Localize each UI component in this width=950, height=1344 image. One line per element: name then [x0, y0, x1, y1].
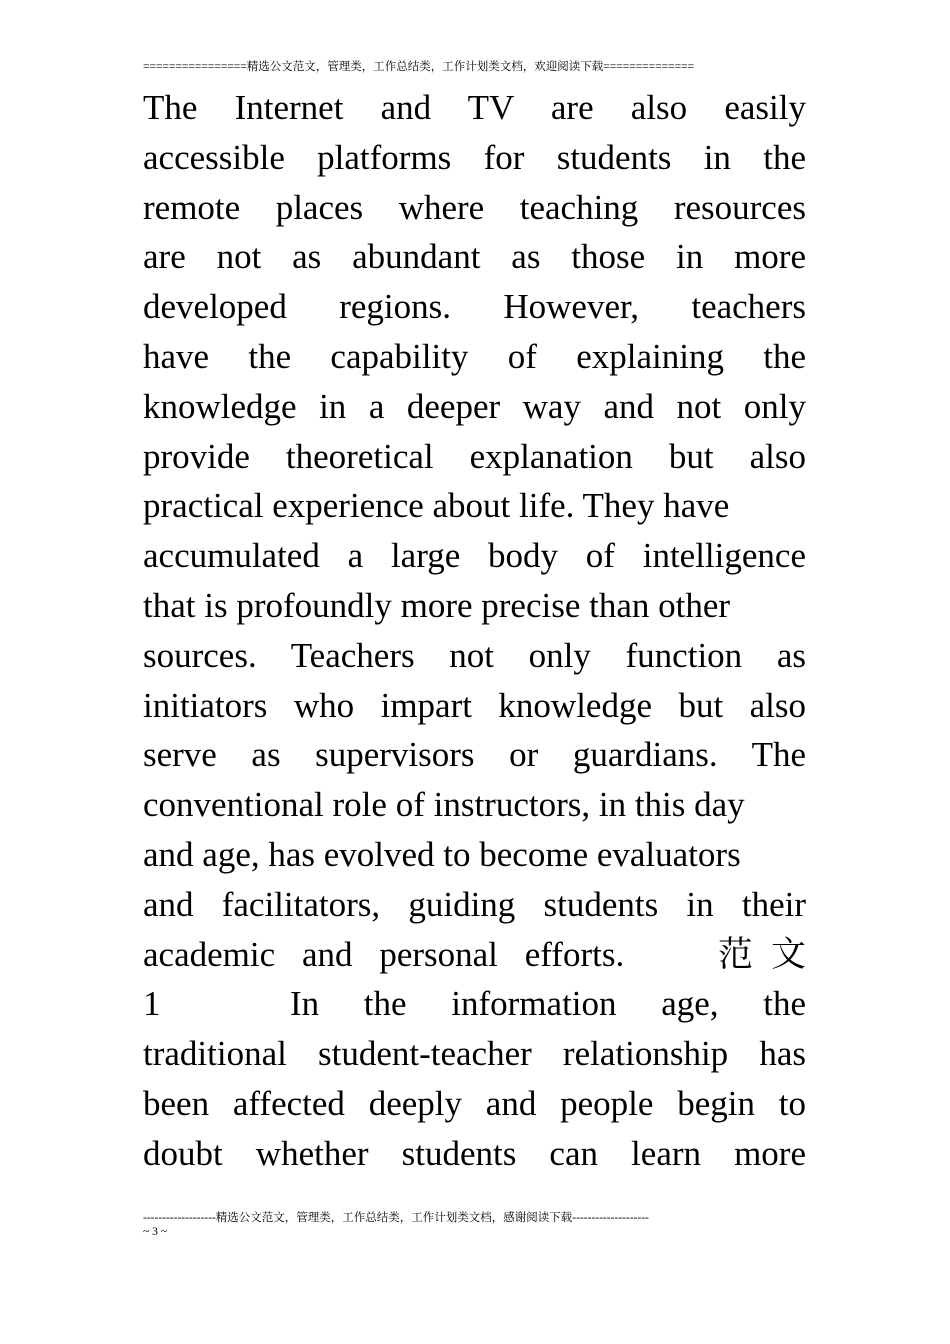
page-number: ~ 3 ~: [143, 1226, 167, 1238]
document-body: [143, 83, 806, 1179]
text-line: provide theoretical explanation but also: [143, 436, 806, 476]
text-line: accumulated a large body of intelligence: [143, 536, 806, 576]
text-line: have the capability of explaining the: [143, 336, 806, 376]
text-line: and facilitators, guiding students in their: [143, 884, 806, 924]
text-line: developed regions. However, teachers: [143, 287, 806, 327]
text-line: that is profoundly more precise than other: [143, 585, 731, 625]
text-line-with-heading: [143, 930, 806, 980]
text-line-with-number: [143, 979, 806, 1029]
text-line: doubt whether students can learn more: [143, 1133, 806, 1173]
text-line: knowledge in a deeper way and not only: [143, 386, 806, 426]
text-line: are not as abundant as those in more: [143, 237, 806, 277]
sample-heading: 范文: [717, 934, 806, 974]
text-line: remote places where teaching resources: [143, 187, 806, 227]
text-line: serve as supervisors or guardians. The: [143, 735, 806, 775]
text-line: been affected deeply and people begin to: [143, 1083, 806, 1123]
text-line: traditional student-teacher relationship has: [143, 1034, 806, 1074]
text-line: initiators who impart knowledge but also: [143, 685, 806, 725]
page-header: ================精选公文范文，管理类，工作总结类，工作计划类文档，欢迎阅读下载==============: [143, 61, 695, 73]
page-footer: -------------------精选公文范文，管理类，工作总结类，工作计划类文档，感谢阅读下载--------------------: [143, 1212, 649, 1224]
text-line: conventional role of instructors, in this day: [143, 785, 745, 825]
text-line: The Internet and TV are also easily: [143, 88, 806, 127]
text-line: accessible platforms for students in the: [143, 137, 806, 177]
text-line-segment: academic and personal efforts.: [143, 934, 625, 974]
sample-number: 1: [143, 984, 161, 1024]
text-line: sources. Teachers not only function as: [143, 635, 806, 675]
text-line: and age, has evolved to become evaluators: [143, 834, 741, 874]
text-line: practical experience about life. They have: [143, 486, 730, 526]
text-line-segment: In the information age, the: [289, 984, 807, 1024]
